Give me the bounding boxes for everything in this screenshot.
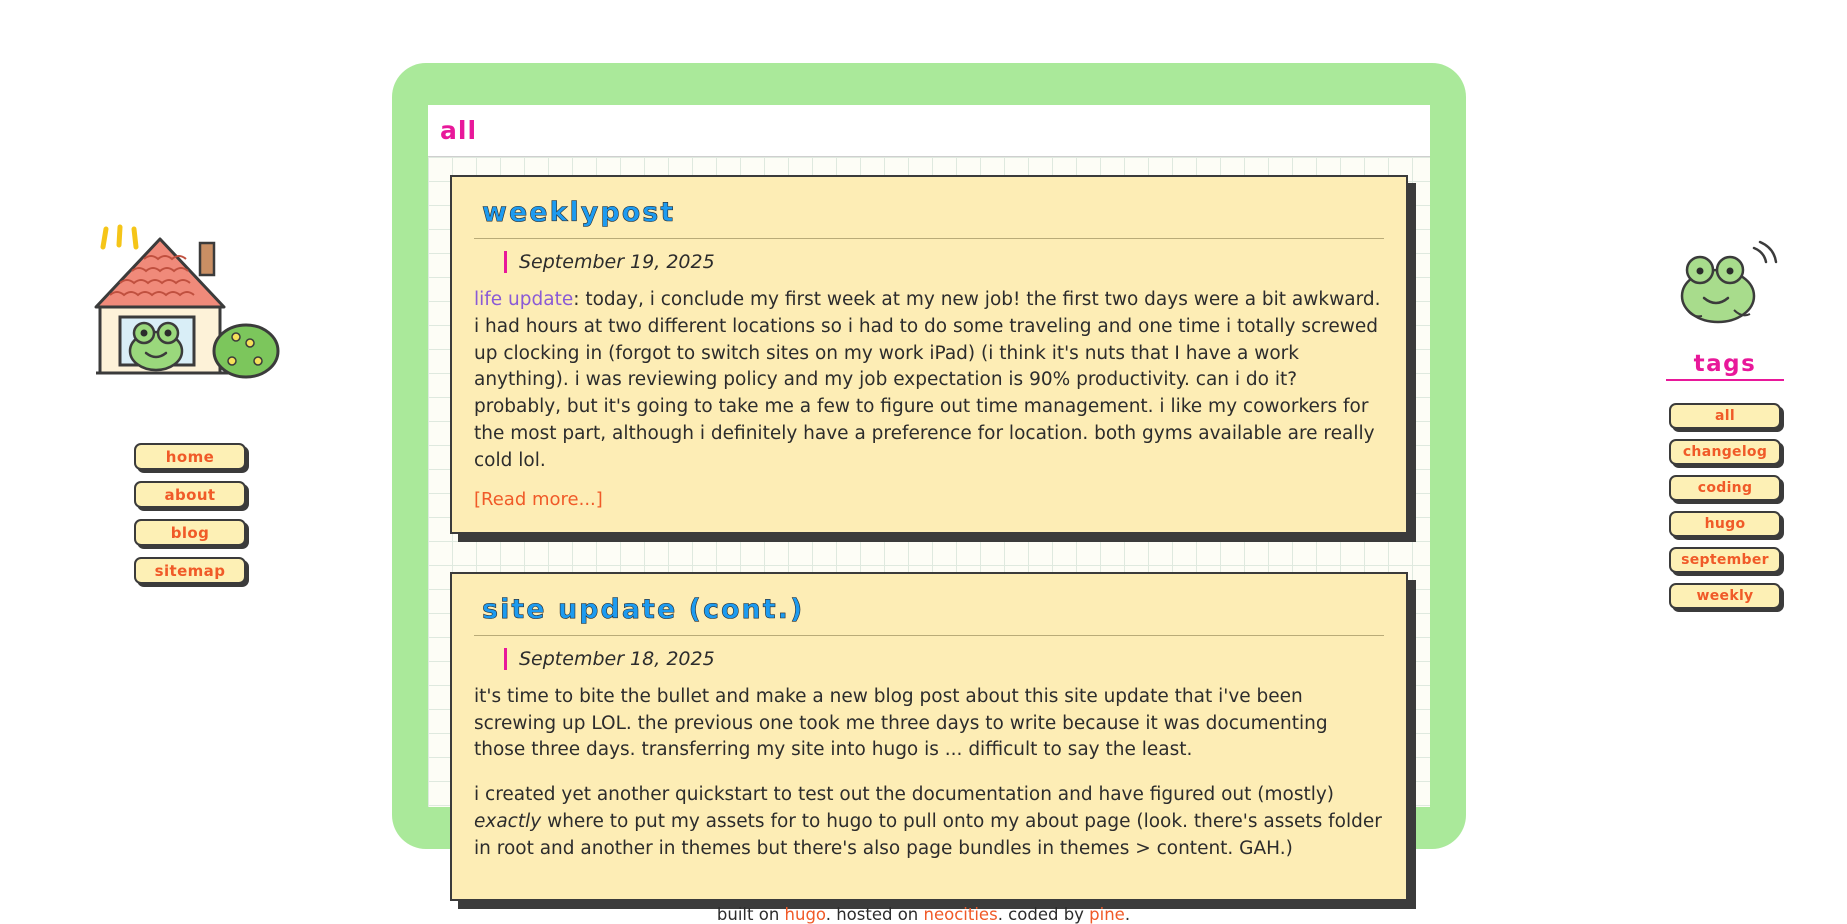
nav-item-about[interactable]: about (134, 481, 246, 508)
page-title: all (440, 116, 478, 145)
post-card-weeklypost (450, 175, 1408, 534)
footer-neocities-link[interactable]: neocities (923, 905, 998, 924)
tag-coding[interactable]: coding (1669, 475, 1781, 501)
tag-changelog[interactable]: changelog (1669, 439, 1781, 465)
post-card-site-update (450, 572, 1408, 901)
post-date: September 19, 2025 (519, 251, 715, 273)
post-title[interactable]: weeklypost (482, 197, 676, 228)
right-sidebar (1630, 238, 1820, 609)
post-paragraph-1: it's time to bite the bullet and make a new blog post about this site update that i've been screwing up LOL. the previous one took me three days to write because it was documenting those three days. transferring my site into hugo is ... difficult to say the least. (474, 685, 1328, 761)
window-inner (428, 105, 1430, 859)
tag-weekly[interactable]: weekly (1669, 583, 1781, 609)
window-frame (392, 63, 1466, 859)
post-divider (474, 635, 1384, 636)
nav-item-blog[interactable]: blog (134, 519, 246, 546)
read-more-link[interactable]: [Read more...] (474, 488, 603, 510)
post-title[interactable]: site update (cont.) (482, 593, 805, 625)
footer-period: . (1124, 905, 1131, 924)
post-date-row (504, 648, 1384, 670)
footer (0, 905, 1847, 924)
post-date-row (504, 251, 1384, 273)
footer-pine-link[interactable]: pine (1089, 905, 1125, 924)
tag-september[interactable]: september (1669, 547, 1781, 573)
post-paragraph-2 (474, 782, 1384, 862)
post-feed (428, 157, 1430, 859)
tag-all[interactable]: all (1669, 403, 1781, 429)
post-excerpt-text: : today, i conclude my first week at my new job! the first two days were a bit awkward. i had hours at two different locations so i had to do some traveling and one time i totally screwed up clocking in (forgot to switch sites on my work iPad) (i think it's nuts that I have a work anything). i was reviewing policy and my job expectation is 90% productivity. can i do it? probably, but it's going to take me a few to figure out time management. i like my coworkers for the most part, although i definitely have a preference for location. both gyms available are really cold lol. (474, 289, 1381, 471)
tags-heading: tags (1666, 351, 1784, 381)
nav-item-sitemap[interactable]: sitemap (134, 557, 246, 584)
post-divider (474, 238, 1384, 239)
post-date: September 18, 2025 (519, 647, 715, 670)
window-titlebar (428, 105, 1430, 157)
tag-list (1669, 403, 1781, 609)
nav-item-home[interactable]: home (134, 443, 246, 470)
life-update-label: life update (474, 289, 574, 310)
house-with-frog-illustration (90, 225, 290, 415)
post-paragraph-2-part-b: where to put my assets for to hugo to pull onto my about page (look. there's assets folder in root and another in themes but there's also page bundles in themes > content. GAH.) (474, 810, 1382, 859)
post-excerpt (474, 287, 1384, 475)
post-paragraph-2-emphasis: exactly (474, 810, 542, 832)
tag-hugo[interactable]: hugo (1669, 511, 1781, 537)
footer-hosted-on-text: . hosted on (825, 905, 924, 924)
nav-list (134, 443, 246, 584)
date-marker-icon (504, 251, 507, 273)
left-sidebar (70, 225, 310, 584)
frog-illustration (1670, 238, 1780, 333)
footer-coded-by-text: . coded by (997, 905, 1090, 924)
footer-built-on-text: built on (716, 905, 785, 924)
date-marker-icon (504, 648, 507, 670)
footer-hugo-link[interactable]: hugo (784, 905, 826, 924)
post-paragraph-2-part-a: i created yet another quickstart to test out the documentation and have figured out (mostly) (474, 784, 1335, 806)
